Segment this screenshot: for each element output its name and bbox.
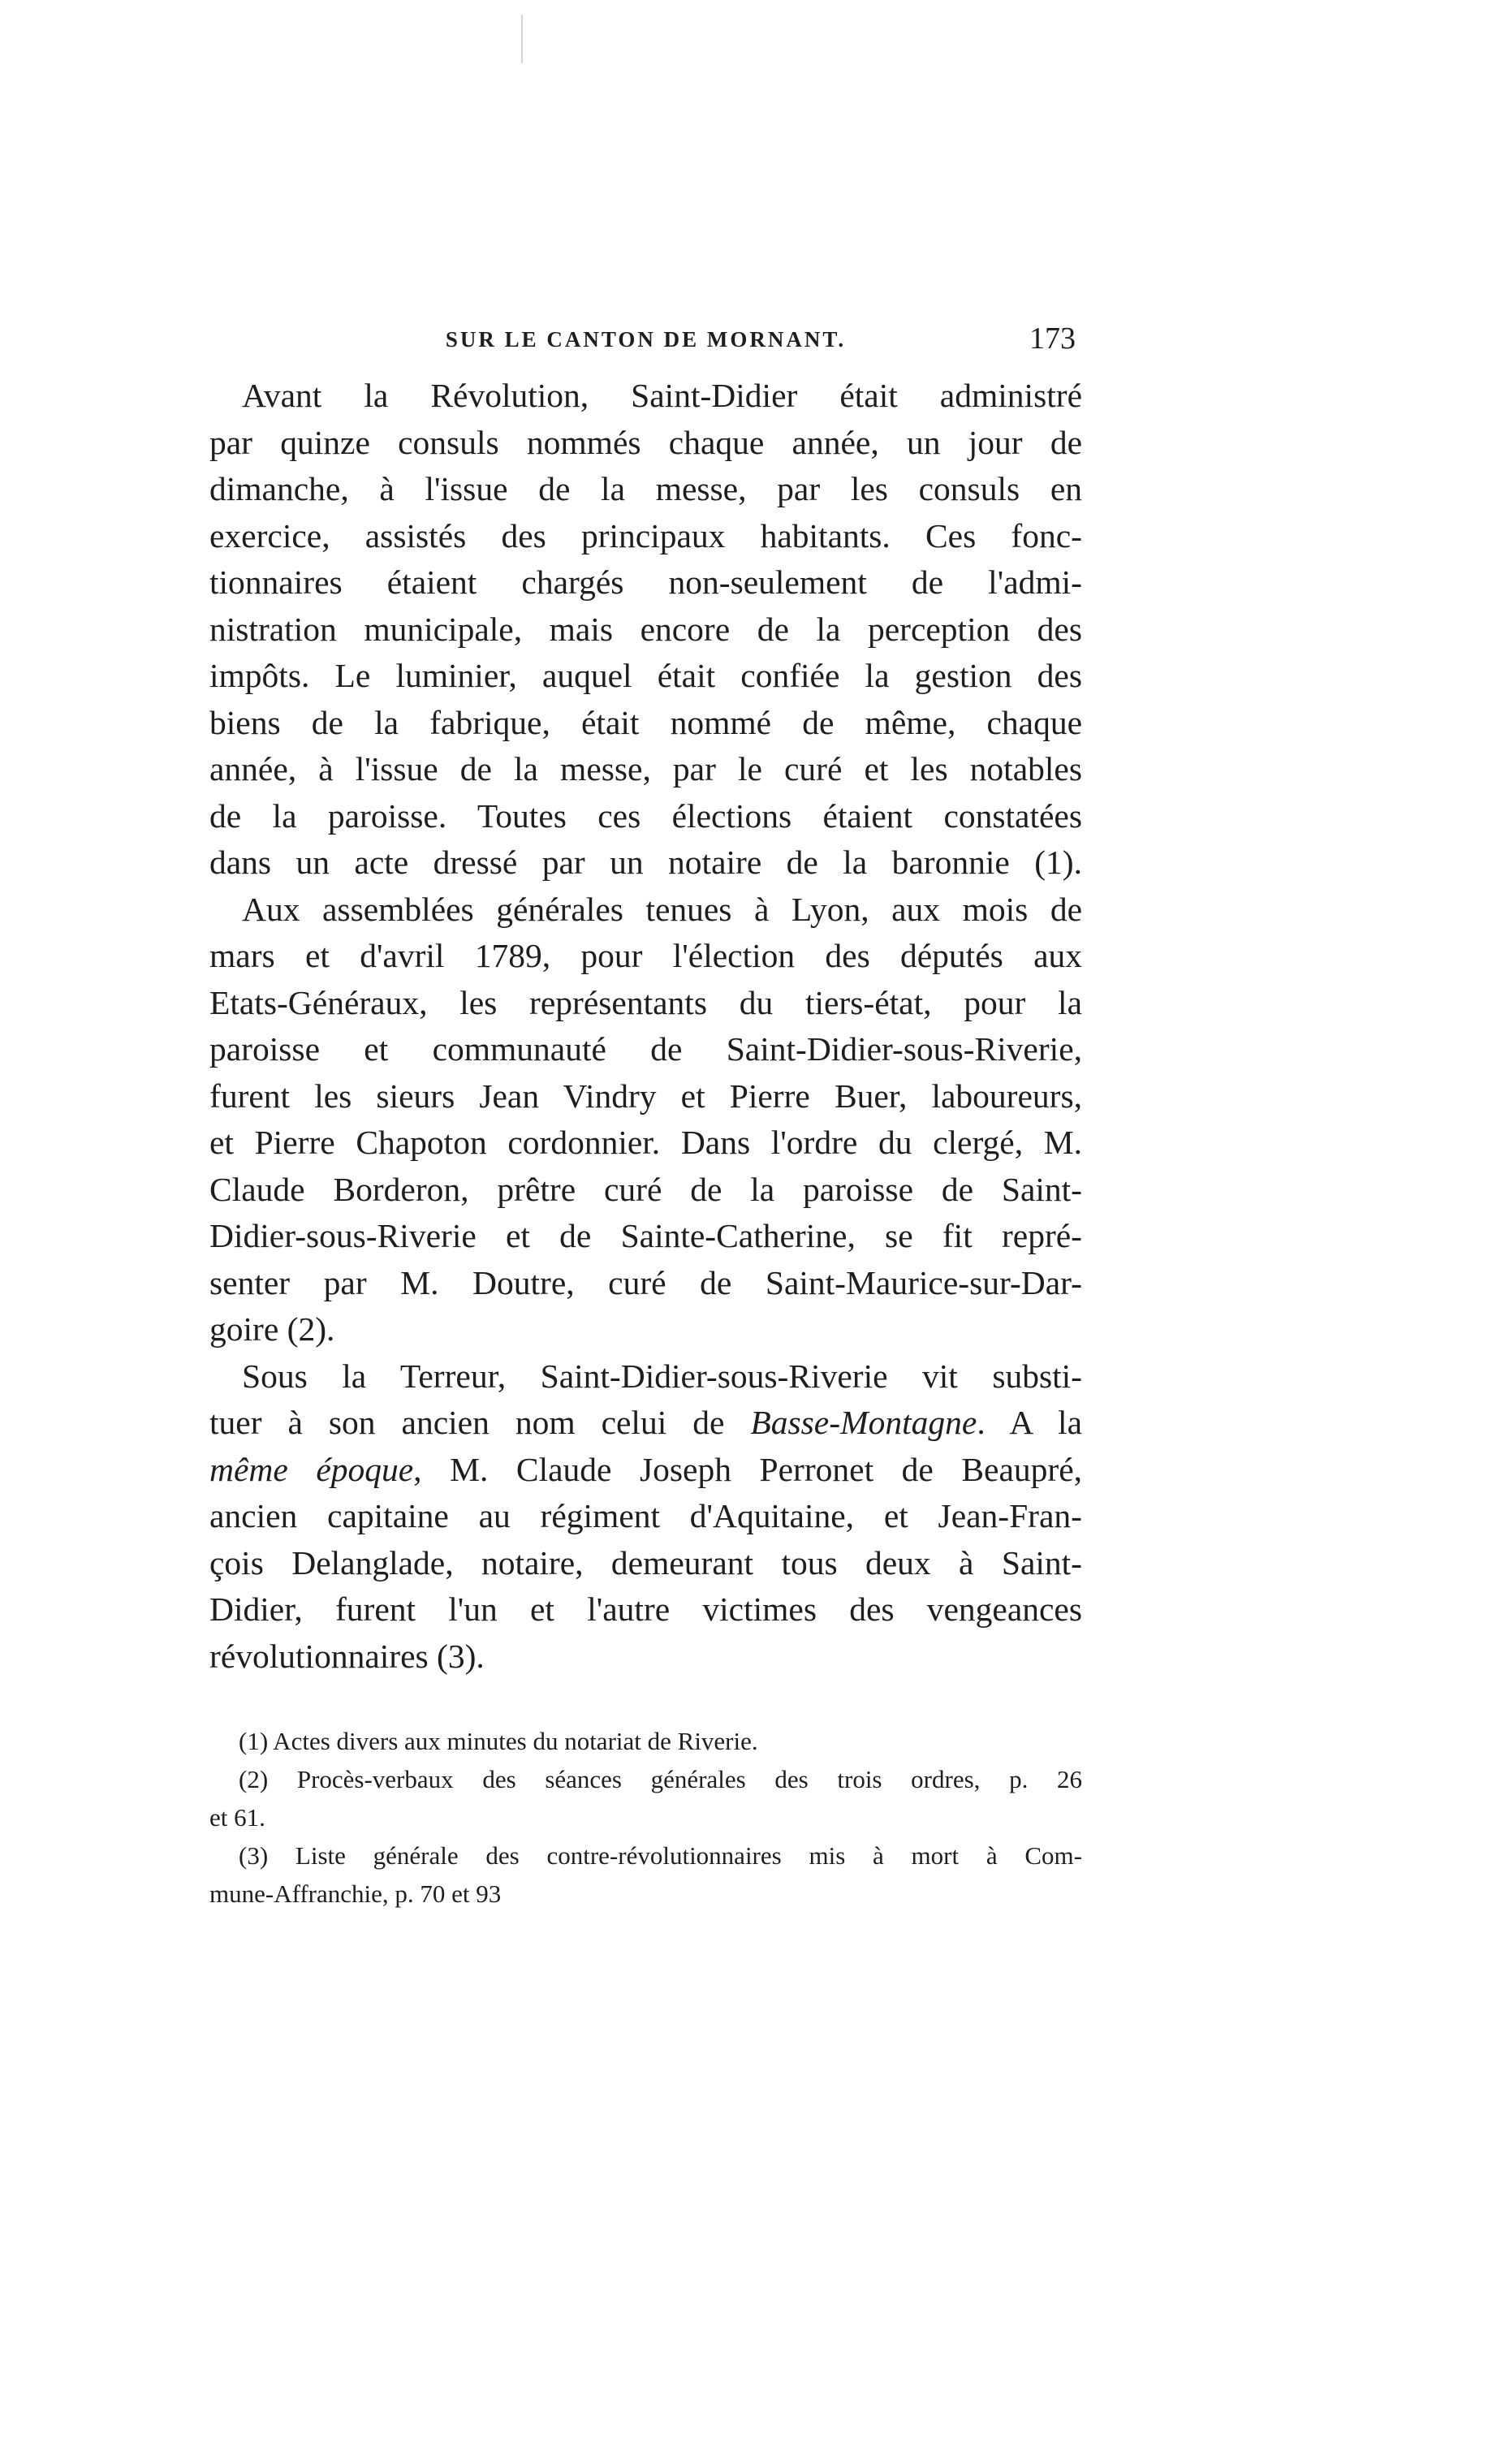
text-line: paroisse et communauté de Saint-Didier-sous-Riverie, <box>209 1030 1082 1068</box>
text-line: tionnaires étaient chargés non-seulement de l'admi- <box>209 563 1082 601</box>
paragraph-terror <box>209 1353 1082 1681</box>
footnotes <box>209 1722 1082 1913</box>
text-line: ancien capitaine au régiment d'Aquitaine, et Jean-Fran- <box>209 1497 1082 1534</box>
text-line: nistration municipale, mais encore de la perception des <box>209 610 1082 648</box>
paragraph-revolution-consuls <box>209 373 1082 887</box>
text-line: par quinze consuls nommés chaque année, un jour de <box>209 423 1082 461</box>
text-line: mars et d'avril 1789, pour l'élection des députés aux <box>209 937 1082 974</box>
text-line: Avant la Révolution, Saint-Didier était administré <box>242 377 1082 414</box>
footnote-line: mune-Affranchie, p. 70 et 93 <box>209 1879 502 1908</box>
text-line: exercice, assistés des principaux habitants. Ces fonc- <box>209 516 1082 555</box>
text-line: année, à l'issue de la messe, par le curé et les notables <box>209 750 1082 788</box>
text-line: dans un acte dressé par un notaire de la baronnie (1). <box>209 844 1082 881</box>
page-number: 173 <box>1029 321 1076 356</box>
text-line: tuer à son ancien nom celui de Basse-Montagne. A la <box>209 1404 1082 1441</box>
text-line: de la paroisse. Toutes ces élections étaient constatées <box>209 796 1082 835</box>
paragraph-assemblies-1789 <box>209 887 1082 1353</box>
footnote-line: et 61. <box>209 1803 265 1832</box>
text-line: Sous la Terreur, Saint-Didier-sous-Riverie vit substi- <box>242 1357 1082 1395</box>
text-line: et Pierre Chapoton cordonnier. Dans l'ordre du clergé, M. <box>209 1124 1082 1161</box>
running-title: SUR LE CANTON DE MORNANT. <box>445 327 847 352</box>
text-line: Didier, furent l'un et l'autre victimes des vengeances <box>209 1590 1082 1628</box>
running-head <box>209 321 1082 369</box>
body-text <box>209 373 1082 1680</box>
scan-artifact <box>521 15 523 63</box>
book-page <box>209 321 1082 1913</box>
text-line: Aux assemblées générales tenues à Lyon, aux mois de <box>242 890 1082 928</box>
footnote-line: (2) Procès-verbaux des séances générales des trois ordres, p. 26 <box>239 1765 1082 1793</box>
text-line: furent les sieurs Jean Vindry et Pierre Buer, laboureurs, <box>209 1077 1082 1115</box>
italic-phrase: même époque <box>209 1450 414 1488</box>
footnote-line: (1) Actes divers aux minutes du notariat de Riverie. <box>239 1727 758 1755</box>
footnote-line: (3) Liste générale des contre-révolutionnaires mis à mort à Com- <box>239 1841 1082 1870</box>
footnote-1 <box>209 1722 1082 1760</box>
text-line: impôts. Le luminier, auquel était confiée la gestion des <box>209 657 1082 694</box>
text-line: çois Delanglade, notaire, demeurant tous deux à Saint- <box>209 1543 1082 1582</box>
text-line: Etats-Généraux, les représentants du tiers-état, pour la <box>209 983 1082 1021</box>
text-line: même époque, M. Claude Joseph Perronet de Beaupré, <box>209 1450 1082 1488</box>
text-line: révolutionnaires (3). <box>209 1637 485 1675</box>
text-line: dimanche, à l'issue de la messe, par les consuls en <box>209 470 1082 507</box>
footnote-2 <box>209 1760 1082 1836</box>
text-line: Claude Borderon, prêtre curé de la paroisse de Saint- <box>209 1170 1082 1208</box>
footnote-3 <box>209 1836 1082 1913</box>
text-line: biens de la fabrique, était nommé de même, chaque <box>209 703 1082 741</box>
text-line: goire (2). <box>209 1310 335 1348</box>
text-line: Didier-sous-Riverie et de Sainte-Catherine, se fit repré- <box>209 1217 1082 1254</box>
text-line: senter par M. Doutre, curé de Saint-Maurice-sur-Dar- <box>209 1263 1082 1301</box>
italic-phrase: Basse-Montagne <box>750 1404 977 1441</box>
